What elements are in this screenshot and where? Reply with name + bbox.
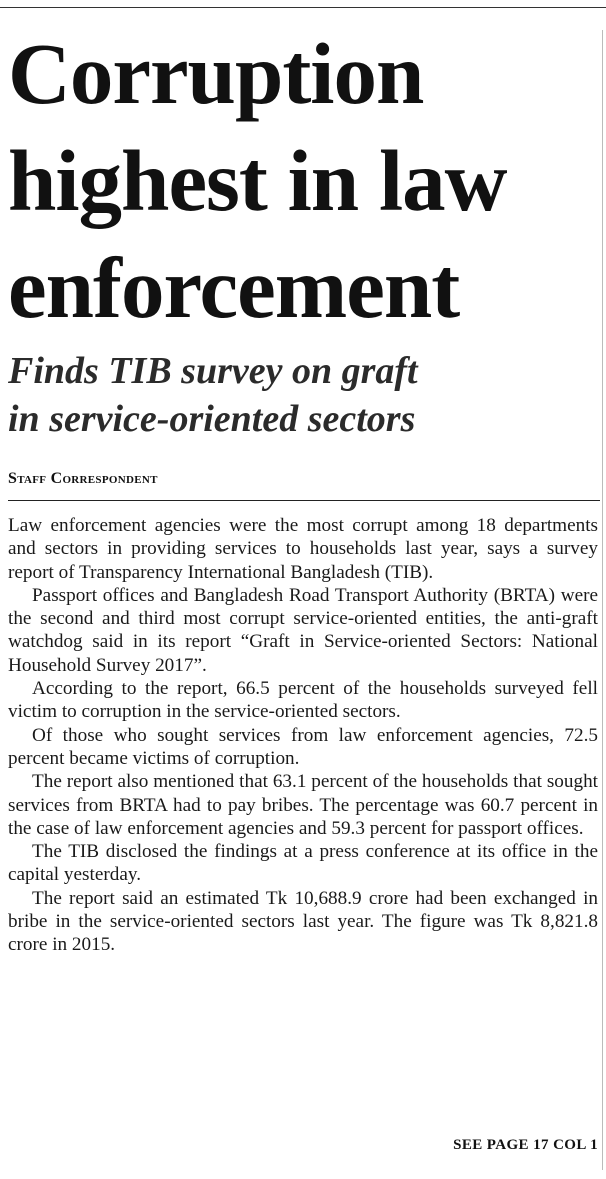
subheadline xyxy=(8,347,598,443)
byline: Staff Correspondent xyxy=(8,470,158,487)
top-rule xyxy=(0,7,606,8)
headline-line: enforcement xyxy=(8,239,460,336)
subheadline-line: Finds TIB survey on graft xyxy=(8,350,418,392)
byline-divider xyxy=(8,500,600,501)
column-rule xyxy=(602,30,603,1170)
headline-line: Corruption xyxy=(8,25,424,122)
article-paragraph: Of those who sought services from law enforcement agencies, 72.5 percent became victims of corruption. xyxy=(8,724,598,769)
article-paragraph: Passport offices and Bangladesh Road Transport Authority (BRTA) were the second and third most corrupt service-oriented entities, the anti-graft watchdog said in its report “Graft in Service-oriented Sectors: National Household Survey 2017”. xyxy=(8,584,598,676)
headline xyxy=(8,20,598,341)
article-body xyxy=(8,514,598,957)
article-paragraph: The report said an estimated Tk 10,688.9 crore had been exchanged in bribe in the service-oriented sectors last year. The figure was Tk 8,821.8 crore in 2015. xyxy=(8,887,598,956)
headline-line: highest in law xyxy=(8,132,507,229)
subheadline-line: in service-oriented sectors xyxy=(8,398,416,440)
article-paragraph: The TIB disclosed the findings at a press conference at its office in the capital yesterday. xyxy=(8,841,598,886)
article-paragraph: The report also mentioned that 63.1 percent of the households that sought services from BRTA had to pay bribes. The percentage was 60.7 percent in the case of law enforcement agencies and 59.3 percent for passport offices. xyxy=(8,771,598,839)
article-paragraph: According to the report, 66.5 percent of the households surveyed fell victim to corruption in the service-oriented sectors. xyxy=(8,678,598,723)
continuation-link[interactable]: SEE PAGE 17 COL 1 xyxy=(453,1137,598,1153)
article-paragraph: Law enforcement agencies were the most corrupt among 18 departments and sectors in providing services to households last year, says a survey report of Transparency International Bangladesh (TIB). xyxy=(8,515,598,583)
